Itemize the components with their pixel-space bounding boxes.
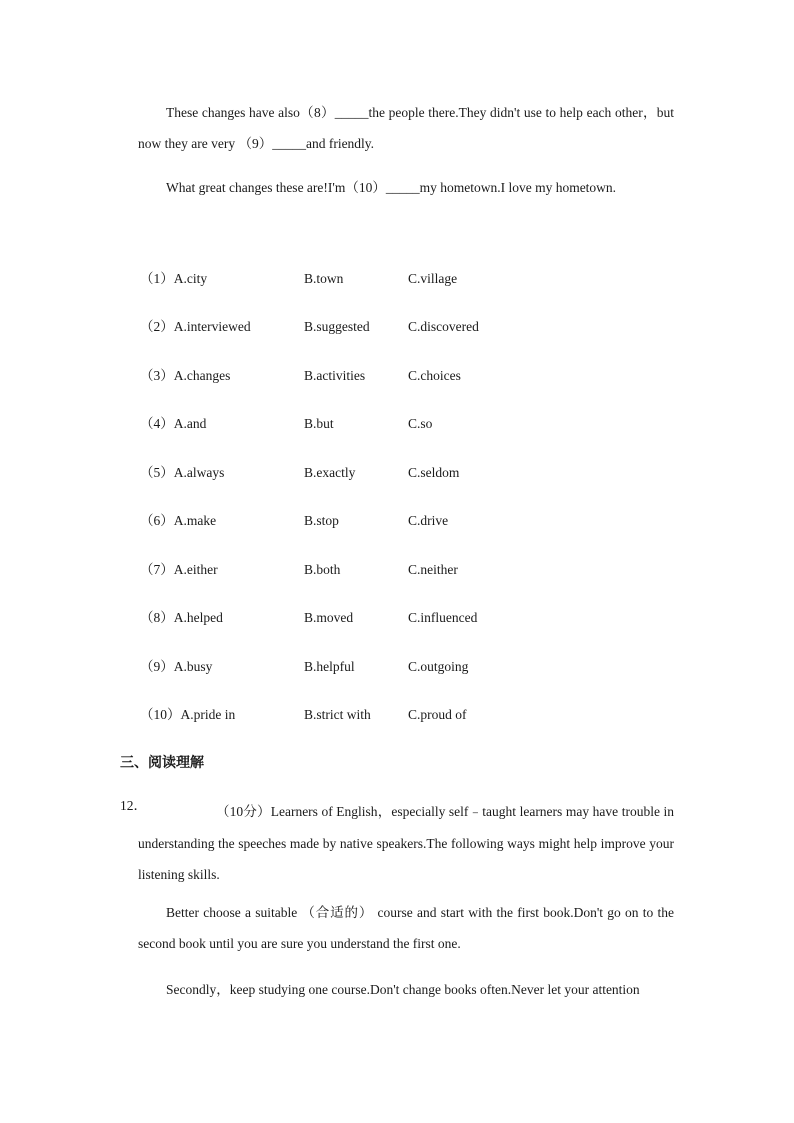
option-number: （3）	[140, 368, 174, 383]
option-a	[140, 608, 223, 628]
option-a-text: A.make	[173, 513, 217, 528]
option-a	[140, 705, 235, 725]
option-b: B.helpful	[304, 659, 355, 674]
option-b: B.both	[304, 562, 341, 577]
option-c: C.drive	[408, 513, 449, 528]
option-b: B.activities	[304, 368, 366, 383]
question-number: 12．	[120, 798, 147, 813]
option-b: B.town	[304, 271, 344, 286]
option-c: C.discovered	[408, 319, 479, 334]
option-a	[140, 269, 207, 289]
reading-paragraph-2: Better choose a suitable （合适的） course and start with the first book.Don't go on to the second book until you are sure you understand the first one.	[138, 905, 674, 951]
option-a-text: A.either	[173, 562, 218, 577]
option-c: C.influenced	[408, 610, 478, 625]
option-a-text: A.city	[173, 271, 208, 286]
option-b: B.stop	[304, 513, 339, 528]
option-c: C.neither	[408, 562, 458, 577]
option-number: （1）	[140, 271, 174, 286]
option-a-text: A.interviewed	[173, 319, 251, 334]
option-b: B.exactly	[304, 465, 356, 480]
option-c: C.choices	[408, 368, 461, 383]
option-b: B.suggested	[304, 319, 370, 334]
option-a	[140, 414, 206, 434]
option-a	[140, 366, 230, 386]
option-a-text: A.busy	[173, 659, 213, 674]
option-number: （4）	[140, 416, 174, 431]
option-a	[140, 511, 216, 531]
option-c: C.village	[408, 271, 458, 286]
option-number: （5）	[140, 465, 174, 480]
option-a	[140, 317, 251, 337]
cloze-paragraph-2: What great changes these are!I'm（10）_____my hometown.I love my hometown.	[166, 180, 617, 195]
option-a-text: A.always	[173, 465, 225, 480]
option-a-text: A.pride in	[180, 707, 236, 722]
option-a	[140, 463, 224, 483]
option-number: （9）	[140, 659, 174, 674]
option-number: （8）	[140, 610, 174, 625]
option-c: C.seldom	[408, 465, 460, 480]
option-c: C.so	[408, 416, 433, 431]
option-number: （6）	[140, 513, 174, 528]
option-a-text: A.and	[173, 416, 207, 431]
option-c: C.proud of	[408, 707, 467, 722]
section-title: 三、阅读理解	[120, 755, 204, 771]
option-number: （2）	[140, 319, 174, 334]
option-b: B.but	[304, 416, 334, 431]
option-a-text: A.helped	[173, 610, 223, 625]
cloze-paragraph-1: These changes have also（8）_____the people there.They didn't use to help each other，but now they are very （9）_____and friendly.	[138, 105, 674, 151]
option-b: B.strict with	[304, 707, 371, 722]
option-a	[140, 560, 218, 580]
option-b: B.moved	[304, 610, 354, 625]
question-intro-paragraph: （10分）Learners of English，especially self﹣taught learners may have trouble in understanding the speeches made by native speakers.The following ways might help improve your listening skills.	[138, 804, 674, 882]
option-number: （7）	[140, 562, 174, 577]
option-c: C.outgoing	[408, 659, 469, 674]
reading-paragraph-3: Secondly，keep studying one course.Don't change books often.Never let your attention	[166, 982, 640, 997]
option-number: （10）	[140, 707, 181, 722]
option-a-text: A.changes	[173, 368, 231, 383]
option-a	[140, 657, 212, 677]
